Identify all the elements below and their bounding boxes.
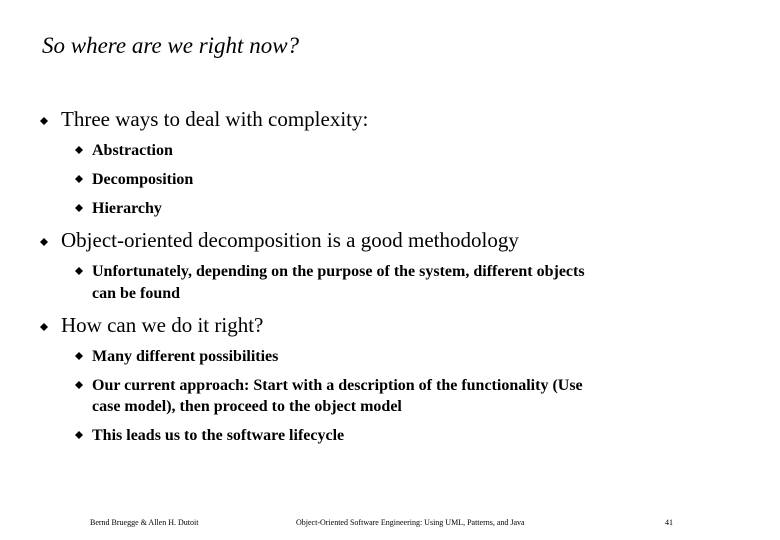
sub-bullet-line: can be found (92, 285, 181, 302)
sub-bullet-line: case model), then proceed to the object model (92, 398, 402, 415)
diamond-bullet-icon (75, 146, 83, 154)
sub-bullet-text: This leads us to the software lifecycle (92, 427, 345, 444)
sub-bullet-text: Many different possibilities (92, 348, 279, 365)
bullet-text: Three ways to deal with complexity: (61, 107, 369, 131)
diamond-bullet-icon (40, 323, 48, 331)
diamond-bullet-icon (75, 267, 83, 275)
footer-book-title: Object-Oriented Software Engineering: Using UML, Patterns, and Java (296, 518, 525, 527)
diamond-bullet-icon (40, 238, 48, 246)
bullet-text: How can we do it right? (61, 313, 264, 337)
diamond-bullet-icon (75, 352, 83, 360)
diamond-bullet-icon (75, 381, 83, 389)
diamond-bullet-icon (75, 431, 83, 439)
footer-authors: Bernd Bruegge & Allen H. Dutoit (90, 518, 199, 527)
diamond-bullet-icon (75, 204, 83, 212)
sub-bullet-text: Hierarchy (92, 200, 162, 217)
sub-bullet-line: Our current approach: Start with a description of the functionality (Use (92, 377, 583, 394)
footer-page-number: 41 (665, 518, 673, 527)
bullet-text: Object-oriented decomposition is a good methodology (61, 228, 519, 252)
sub-bullet-text: Decomposition (92, 171, 194, 188)
slide-title: So where are we right now? (42, 33, 300, 58)
diamond-bullet-icon (75, 175, 83, 183)
sub-bullet-line: Unfortunately, depending on the purpose of the system, different objects (92, 263, 585, 280)
diamond-bullet-icon (40, 117, 48, 125)
sub-bullet-text: Abstraction (92, 142, 173, 159)
